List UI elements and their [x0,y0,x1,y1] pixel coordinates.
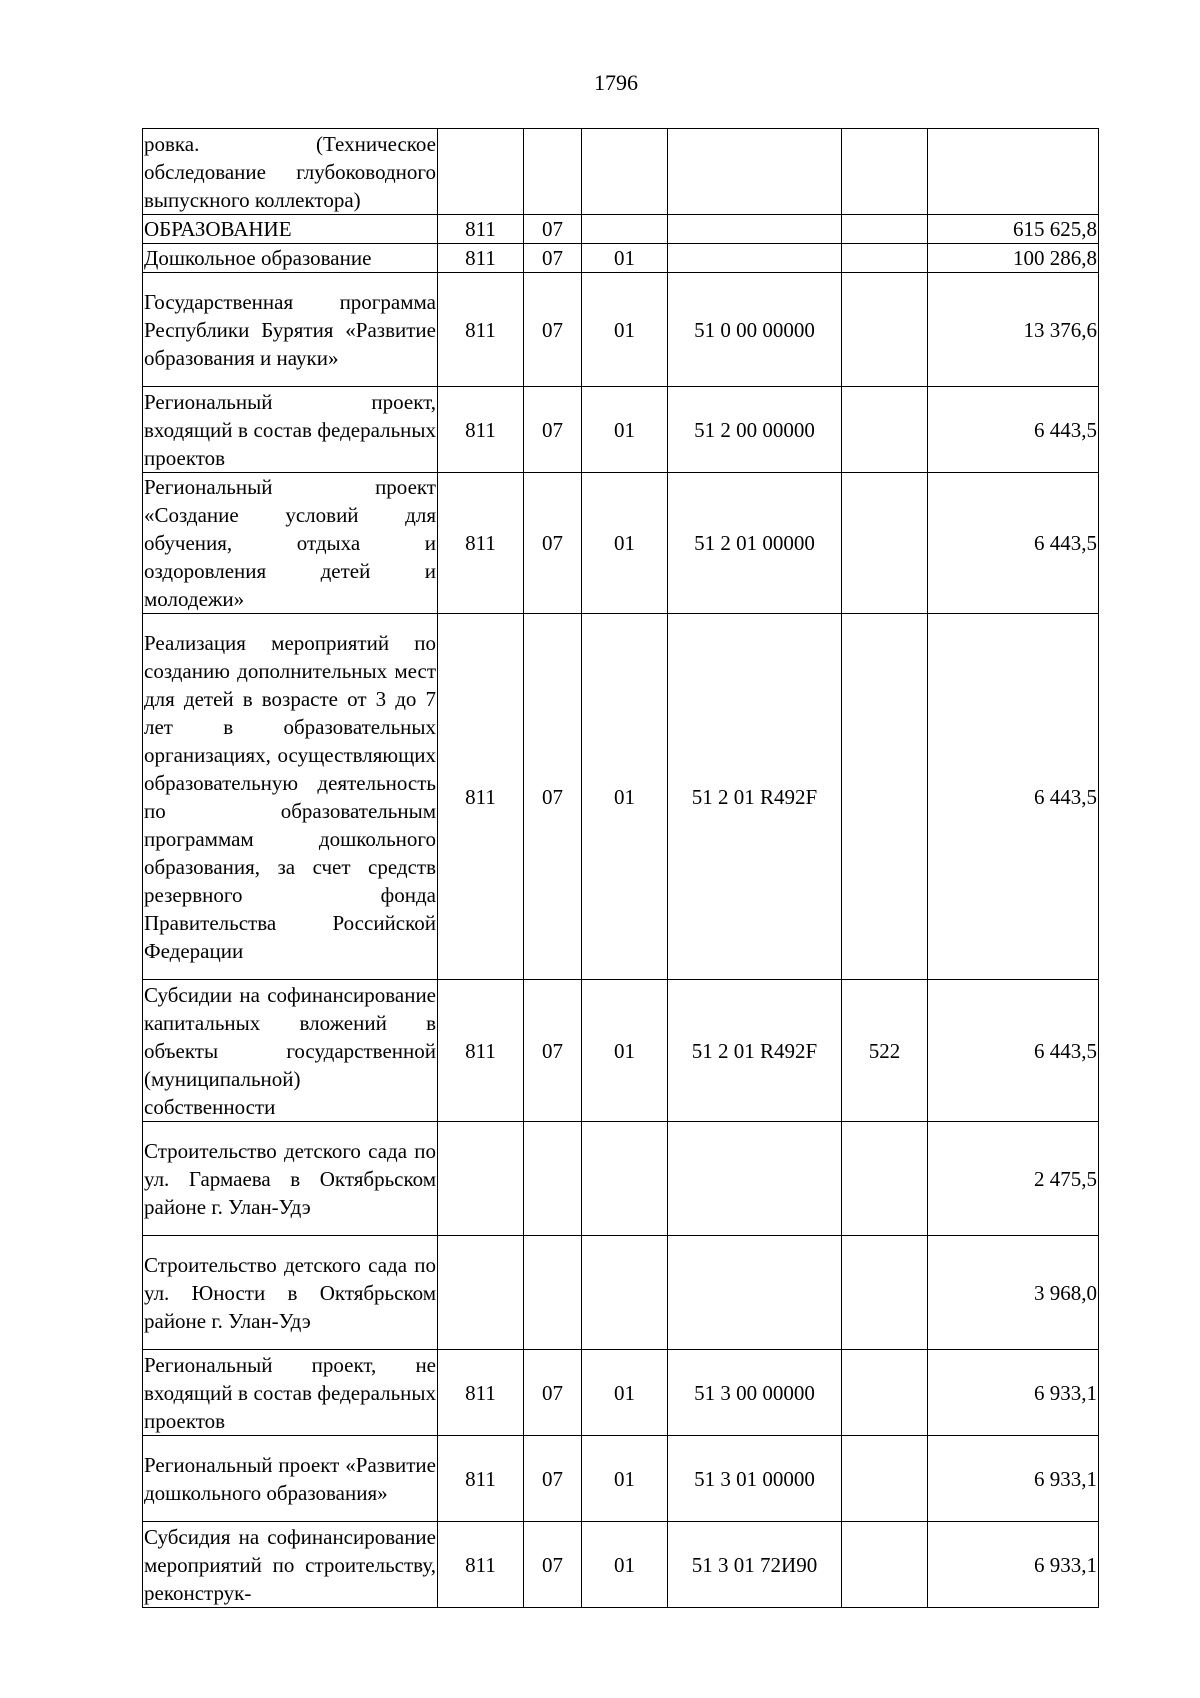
gr-code: 811 [438,1436,524,1522]
gr-code: 811 [438,273,524,387]
rz-code [524,1236,582,1350]
row-name: Строительство детского сада по ул. Гармаева в Октябрьском районе г. Улан-Удэ [143,1122,438,1236]
gr-code: 811 [438,1522,524,1608]
pr-code: 01 [582,1522,668,1608]
table-row [143,129,1099,215]
amount: 13 376,6 [928,273,1099,387]
csr-code: 51 3 01 00000 [668,1436,842,1522]
row-name: Региональный проект «Создание условий для обучения, отдыха и оздоровления детей и молодежи» [143,473,438,614]
pr-code [582,215,668,244]
rz-code: 07 [524,1350,582,1436]
pr-code: 01 [582,614,668,980]
gr-code [438,1236,524,1350]
gr-code: 811 [438,244,524,273]
vr-code [842,1122,928,1236]
pr-code: 01 [582,273,668,387]
csr-code: 51 3 01 72И90 [668,1522,842,1608]
table-body [143,129,1099,1608]
gr-code [438,129,524,215]
vr-code [842,1350,928,1436]
table-row [143,1436,1099,1522]
rz-code: 07 [524,614,582,980]
vr-code [842,1236,928,1350]
row-name: Региональный проект, не входящий в состав федеральных проектов [143,1350,438,1436]
rz-code: 07 [524,215,582,244]
rz-code: 07 [524,980,582,1122]
rz-code: 07 [524,1436,582,1522]
rz-code: 07 [524,473,582,614]
amount: 100 286,8 [928,244,1099,273]
row-name: Строительство детского сада по ул. Юности в Октябрьском районе г. Улан-Удэ [143,1236,438,1350]
table-row [143,1236,1099,1350]
gr-code: 811 [438,473,524,614]
vr-code: 522 [842,980,928,1122]
rz-code [524,129,582,215]
row-name: ровка. (Техническое обследование глубоководного выпускного коллектора) [143,129,438,215]
vr-code [842,473,928,614]
gr-code: 811 [438,614,524,980]
csr-code: 51 0 00 00000 [668,273,842,387]
csr-code [668,1122,842,1236]
vr-code [842,215,928,244]
vr-code [842,614,928,980]
vr-code [842,244,928,273]
amount: 615 625,8 [928,215,1099,244]
amount: 6 933,1 [928,1350,1099,1436]
vr-code [842,1436,928,1522]
amount: 6 933,1 [928,1522,1099,1608]
row-name: Дошкольное образование [143,244,438,273]
csr-code [668,1236,842,1350]
table-row [143,273,1099,387]
amount: 6 933,1 [928,1436,1099,1522]
table-row [143,387,1099,473]
table-row [143,1122,1099,1236]
table-row [143,980,1099,1122]
vr-code [842,129,928,215]
pr-code: 01 [582,473,668,614]
table-row [143,1522,1099,1608]
gr-code: 811 [438,1350,524,1436]
row-name: ОБРАЗОВАНИЕ [143,215,438,244]
table-row [143,614,1099,980]
pr-code: 01 [582,244,668,273]
gr-code: 811 [438,980,524,1122]
amount [928,129,1099,215]
row-name: Субсидия на софинансирование мероприятий по строительству, реконструк- [143,1522,438,1608]
row-name: Реализация мероприятий по созданию дополнительных мест для детей в возрасте от 3 до 7 лет в образовательных организациях, осуществляющих образовательную деятельность по образовательным программам дошкольного образования, за счет средств резервного фонда Правительства Российской Федерации [143,614,438,980]
pr-code: 01 [582,387,668,473]
csr-code: 51 2 00 00000 [668,387,842,473]
table-row [143,244,1099,273]
csr-code [668,129,842,215]
amount: 6 443,5 [928,980,1099,1122]
amount: 6 443,5 [928,387,1099,473]
gr-code [438,1122,524,1236]
row-name: Субсидии на софинансирование капитальных вложений в объекты государственной (муниципальной) собственности [143,980,438,1122]
csr-code: 51 3 00 00000 [668,1350,842,1436]
rz-code: 07 [524,1522,582,1608]
amount: 2 475,5 [928,1122,1099,1236]
csr-code: 51 2 01 00000 [668,473,842,614]
amount: 6 443,5 [928,473,1099,614]
pr-code [582,1122,668,1236]
csr-code [668,215,842,244]
rz-code [524,1122,582,1236]
row-name: Региональный проект, входящий в состав федеральных проектов [143,387,438,473]
pr-code: 01 [582,1436,668,1522]
page-number: 1796 [594,70,638,95]
rz-code: 07 [524,244,582,273]
gr-code: 811 [438,387,524,473]
csr-code: 51 2 01 R492F [668,614,842,980]
table-row [143,215,1099,244]
row-name: Государственная программа Республики Бурятия «Развитие образования и науки» [143,273,438,387]
rz-code: 07 [524,273,582,387]
row-name: Региональный проект «Развитие дошкольного образования» [143,1436,438,1522]
vr-code [842,387,928,473]
rz-code: 07 [524,387,582,473]
gr-code: 811 [438,215,524,244]
vr-code [842,1522,928,1608]
budget-table [142,128,1099,1608]
pr-code [582,1236,668,1350]
pr-code: 01 [582,980,668,1122]
csr-code [668,244,842,273]
pr-code: 01 [582,1350,668,1436]
table-row [143,473,1099,614]
table-row [143,1350,1099,1436]
amount: 6 443,5 [928,614,1099,980]
amount: 3 968,0 [928,1236,1099,1350]
csr-code: 51 2 01 R492F [668,980,842,1122]
vr-code [842,273,928,387]
pr-code [582,129,668,215]
